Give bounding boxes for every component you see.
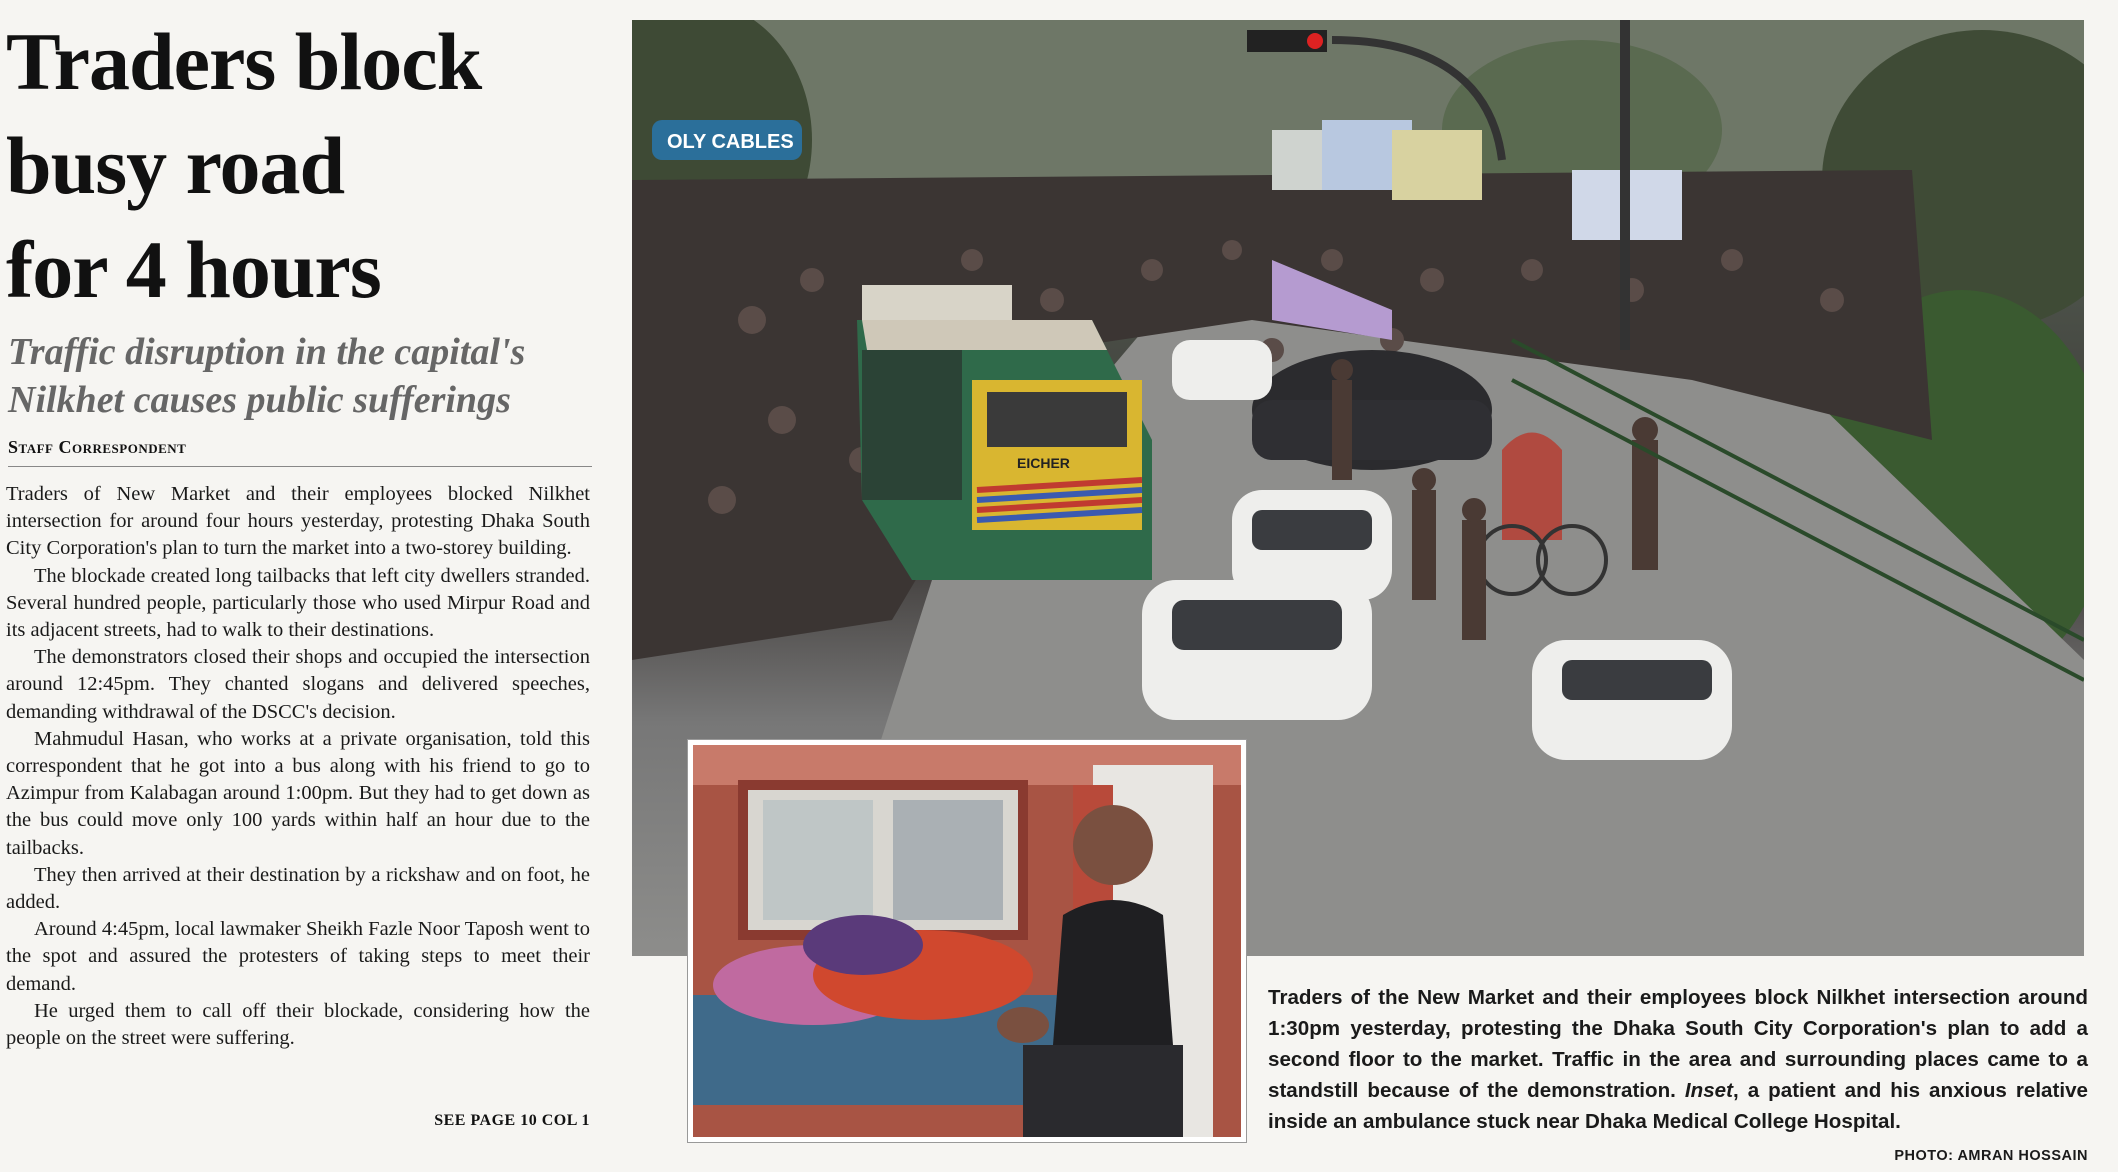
article-paragraph: They then arrived at their destination by a rickshaw and on foot, he added.: [6, 863, 590, 914]
inset-photo: [688, 740, 1246, 1142]
article-paragraph: The blockade created long tailbacks that left city dwellers stranded. Several hundred people, particularly those who used Mirpur Road and its adjacent streets, had to walk to their destinations.: [6, 564, 590, 642]
caption-inset-text: , a patient and his anxious relative inside an ambulance stuck near Dhaka Medical College Hospital.: [1268, 1079, 2088, 1133]
headline-line-3: for 4 hours: [6, 224, 381, 315]
subheadline: [8, 328, 598, 424]
bus-brand-text: EICHER: [1017, 455, 1070, 471]
subheadline-line-2: Nilkhet causes public sufferings: [8, 379, 511, 421]
article-paragraph: Mahmudul Hasan, who works at a private organisation, told this correspondent that he got into a bus along with his friend to go to Azimpur from Kalabagan around 1:00pm. But they had to get down as the bus could move only 100 yards within half an hour due to the tailbacks.: [6, 727, 590, 859]
article-paragraph: The demonstrators closed their shops and occupied the intersection around 12:45pm. They chanted slogans and delivered speeches, demanding withdrawal of the DSCC's decision.: [6, 646, 590, 723]
photo-caption: [1268, 982, 2088, 1172]
article-body: [6, 481, 590, 1052]
inset-photo-illustration: [693, 745, 1241, 1137]
article-paragraph: Traders of New Market and their employees blocked Nilkhet intersection for around four hours yesterday, protesting Dhaka South City Corporation's plan to turn the market into a two-storey building.: [6, 483, 590, 560]
headline: [6, 10, 606, 322]
continuation-jump-line: SEE PAGE 10 COL 1: [434, 1112, 590, 1129]
shop-sign-text: OLY CABLES: [667, 131, 794, 153]
subheadline-line-1: Traffic disruption in the capital's: [8, 331, 526, 373]
headline-line-1: Traders block: [6, 16, 482, 107]
photo-credit: PHOTO: AMRAN HOSSAIN: [1894, 1148, 2088, 1164]
article-paragraph: Around 4:45pm, local lawmaker Sheikh Fazle Noor Taposh went to the spot and assured the protesters of taking steps to meet their demand.: [6, 918, 590, 995]
headline-line-2: busy road: [6, 120, 345, 211]
byline: Staff Correspondent: [8, 437, 592, 467]
caption-inset-word: Inset: [1684, 1079, 1733, 1102]
caption-text: Traders of the New Market and their employees block Nilkhet intersection around 1:30pm yesterday, protesting the Dhaka South City Corporation's plan to add a second floor to the market. Traffic in the area and surrounding places came to a standstill because of the demonstration.: [1268, 986, 2088, 1102]
article-paragraph: He urged them to call off their blockade, considering how the people on the street were suffering.: [6, 999, 590, 1050]
